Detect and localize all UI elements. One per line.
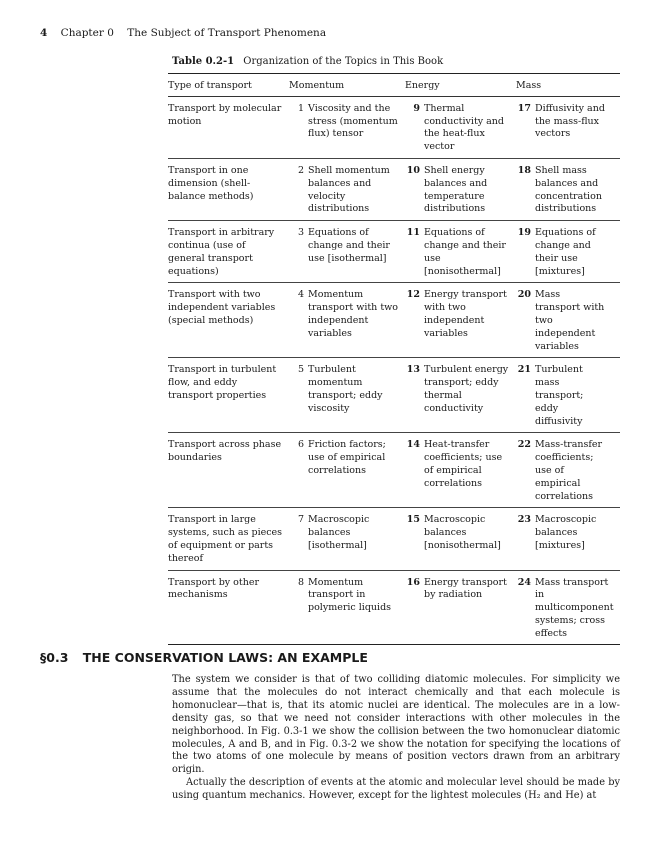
chapter-title: Mass transport in multicomponent systems; cross effects <box>535 576 614 639</box>
chapter-number: 4 <box>297 289 304 301</box>
chapter-number: 17 <box>517 102 531 114</box>
transport-type-cell: Transport with two independent variables (special methods) <box>168 289 276 326</box>
chapter-title: Shell mass balances and concentration distributions <box>535 164 602 215</box>
table-body <box>168 97 620 646</box>
paragraph: The system we consider is that of two colliding diatomic molecules. For simplicity we assume that the molecules do not interact chemically and that each molecule is homonuclear—that is, that its atomic nuclei are identical. The molecules are in a low-density gas, so that we need not consider interactions with other molecules in the neighborhood. In Fig. 0.3-1 we show the collision between the two homonuclear diatomic molecules, A and B, and in Fig. 0.3-2 we show the notation for specifying the locations of the two atoms of one molecule by means of position vectors drawn from an arbitrary origin. <box>172 674 620 776</box>
table-caption <box>172 56 443 67</box>
mass-cell <box>516 289 610 353</box>
chapter-title: Turbulent momentum transport; eddy viscosity <box>308 364 383 414</box>
column-header-mass: Mass <box>516 80 542 91</box>
section-number: §0.3 <box>40 650 69 665</box>
section-heading <box>40 650 368 665</box>
table-row <box>168 221 620 283</box>
chapter-title: Shell momentum balances and velocity distributions <box>308 164 390 215</box>
column-header-type: Type of transport <box>168 80 252 91</box>
energy-cell <box>405 103 516 154</box>
body-text <box>172 674 620 803</box>
section-title: THE CONSERVATION LAWS: AN EXAMPLE <box>82 650 368 665</box>
chapter-number: 12 <box>406 289 420 301</box>
chapter-number: 8 <box>297 576 304 588</box>
momentum-cell <box>289 439 405 503</box>
chapter-number: 16 <box>406 576 420 588</box>
chapter-number: 21 <box>517 364 531 376</box>
energy-cell <box>405 289 516 353</box>
chapter-number: 5 <box>297 364 304 376</box>
transport-type-cell: Transport by other mechanisms <box>168 576 260 601</box>
mass-cell <box>516 576 614 641</box>
energy-cell <box>405 439 516 503</box>
mass-cell <box>516 514 610 565</box>
chapter-title: Macroscopic balances [nonisothermal] <box>424 514 501 551</box>
transport-type-cell: Transport in arbitrary continua (use of general transport equations) <box>168 227 275 277</box>
table-row <box>168 97 620 159</box>
chapter-number: 22 <box>517 439 531 451</box>
chapter-title: Equations of change and their use [nonisothermal] <box>424 227 506 277</box>
column-header-momentum: Momentum <box>289 80 345 91</box>
mass-cell <box>516 227 610 278</box>
energy-cell <box>405 364 516 428</box>
table-row <box>168 433 620 508</box>
transport-type-cell: Transport by molecular motion <box>168 102 282 127</box>
table-row <box>168 159 620 221</box>
chapter-title: Diffusivity and the mass-flux vectors <box>535 102 605 140</box>
running-header <box>40 27 326 39</box>
chapter-number: 23 <box>517 514 531 526</box>
chapter-number: 3 <box>297 227 304 239</box>
transport-type-cell: Transport across phase boundaries <box>168 439 282 464</box>
chapter-title: Equations of change and their use [isothermal] <box>308 227 390 264</box>
chapter-number: 7 <box>297 514 304 526</box>
mass-cell <box>516 103 610 154</box>
momentum-cell <box>289 577 405 641</box>
chapter-title: Momentum transport with two independent variables <box>308 289 398 339</box>
transport-type-cell: Transport in one dimension (shell-balance methods) <box>168 164 254 202</box>
chapter-number: 18 <box>517 164 531 176</box>
chapter-title: Equations of change and their use [mixtures] <box>535 227 596 277</box>
transport-type-cell: Transport in large systems, such as pieces of equipment or parts thereof <box>168 514 283 564</box>
energy-cell <box>405 227 516 278</box>
table-row <box>168 508 620 570</box>
table-label: Table 0.2-1 <box>172 56 235 67</box>
chapter-title: Mass transport with two independent variables <box>535 289 605 352</box>
energy-cell <box>405 514 516 565</box>
chapter-title: Macroscopic balances [isothermal] <box>308 514 370 551</box>
energy-cell <box>405 577 516 641</box>
chapter-title: Energy transport by radiation <box>424 576 507 601</box>
chapter-title: Mass-transfer coefficients; use of empirical correlations <box>535 439 603 502</box>
table-caption-text: Organization of the Topics in This Book <box>243 56 444 67</box>
running-title: Chapter 0 The Subject of Transport Phenomena <box>60 27 327 39</box>
momentum-cell <box>289 227 405 278</box>
mass-cell <box>516 439 610 503</box>
table-row <box>168 358 620 433</box>
paragraph: Actually the description of events at the atomic and molecular level should be made by using quantum mechanics. However, except for the lightest molecules (H₂ and He) at <box>172 777 620 802</box>
chapter-title: Friction factors; use of empirical correlations <box>308 439 386 476</box>
energy-cell <box>405 165 516 216</box>
transport-type-cell: Transport in turbulent flow, and eddy transport properties <box>168 364 277 401</box>
table-row <box>168 571 620 646</box>
chapter-title: Macroscopic balances [mixtures] <box>535 514 597 551</box>
chapter-number: 24 <box>517 576 531 588</box>
chapter-number: 14 <box>406 439 420 451</box>
chapter-number: 20 <box>517 289 531 301</box>
momentum-cell <box>289 364 405 428</box>
chapter-number: 11 <box>406 227 420 239</box>
table-header-row <box>168 73 620 97</box>
chapter-title: Thermal conductivity and the heat-flux vector <box>424 102 505 153</box>
chapter-title: Momentum transport in polymeric liquids <box>308 576 392 614</box>
chapter-title: Turbulent energy transport; eddy thermal conductivity <box>424 364 509 414</box>
chapter-number: 6 <box>297 439 304 451</box>
chapter-title: Heat-transfer coefficients; use of empirical correlations <box>424 439 503 489</box>
chapter-number: 15 <box>406 514 420 526</box>
chapter-title: Turbulent mass transport; eddy diffusivity <box>535 364 584 427</box>
chapter-title: Shell energy balances and temperature distributions <box>424 164 488 215</box>
page-number: 4 <box>40 27 48 39</box>
topics-table <box>168 73 620 645</box>
column-header-energy: Energy <box>405 80 440 91</box>
mass-cell <box>516 364 610 428</box>
chapter-number: 13 <box>406 364 420 376</box>
chapter-title: Energy transport with two independent variables <box>424 289 507 339</box>
chapter-number: 1 <box>297 102 304 114</box>
table-row <box>168 283 620 358</box>
momentum-cell <box>289 289 405 353</box>
chapter-title: Viscosity and the stress (momentum flux) tensor <box>308 102 398 140</box>
chapter-number: 2 <box>297 164 304 176</box>
chapter-number: 19 <box>517 227 531 239</box>
chapter-number: 10 <box>406 164 420 176</box>
mass-cell <box>516 165 610 216</box>
momentum-cell <box>289 165 405 216</box>
chapter-number: 9 <box>413 102 420 114</box>
momentum-cell <box>289 103 405 154</box>
momentum-cell <box>289 514 405 565</box>
